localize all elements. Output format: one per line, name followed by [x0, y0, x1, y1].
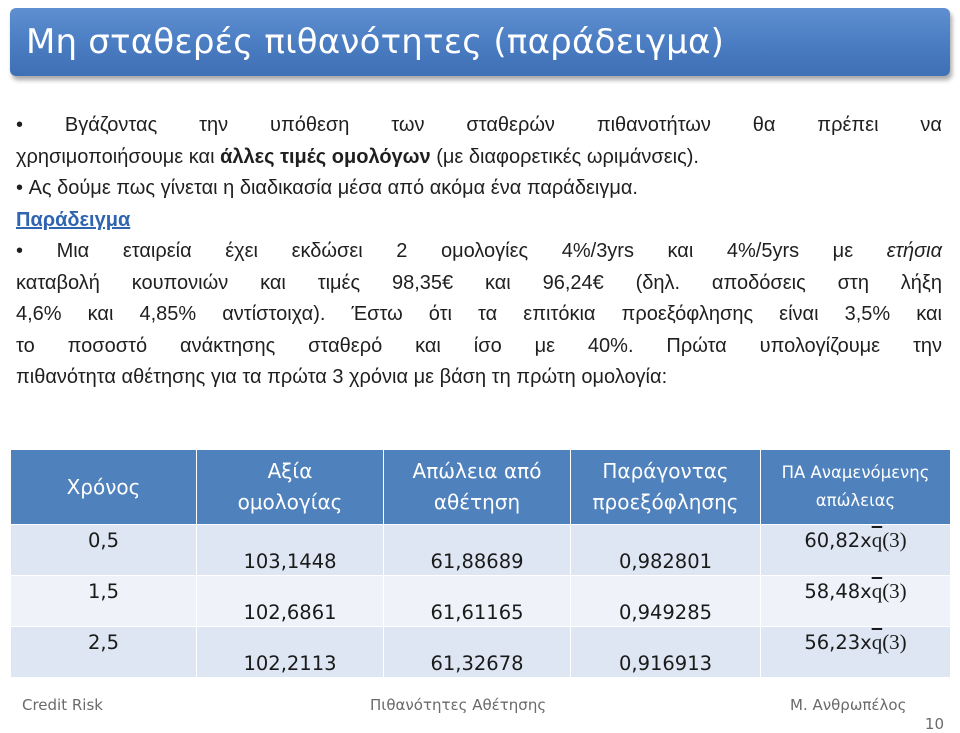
bullet-1-text-c: (με διαφορετικές ωριμάνσεις).	[430, 145, 699, 168]
cell-time: 2,5	[11, 627, 197, 678]
slide-body	[16, 110, 942, 394]
table-row	[11, 576, 951, 627]
bullet-1-text-a: Βγάζοντας την υπόθεση των σταθερών πιθανοτήτων θα πρέπει να	[64, 114, 942, 136]
pv-value: 58,48x	[804, 580, 872, 603]
header-time	[11, 450, 197, 525]
header-discount-factor-l2: προεξόφλησης	[592, 490, 739, 514]
example-heading: Παράδειγμα	[16, 208, 131, 231]
cell-pv-expected-loss	[761, 576, 951, 627]
cell-default-loss: 61,88689	[384, 525, 571, 576]
cell-bond-value: 102,2113	[197, 627, 384, 678]
header-pv-l1: ΠΑ Αναμενόμενης	[781, 463, 930, 482]
header-bond-value	[197, 450, 384, 525]
footer-author: Μ. Ανθρωπέλος	[790, 696, 907, 714]
cell-pv-expected-loss	[761, 627, 951, 678]
cell-discount-factor: 0,982801	[571, 525, 761, 576]
cell-discount-factor: 0,916913	[571, 627, 761, 678]
header-time-label: Χρόνος	[66, 474, 141, 499]
cell-time: 1,5	[11, 576, 197, 627]
page-number: 10	[924, 715, 944, 733]
bullet-2-text: Ας δούμε πως γίνεται η διαδικασία μέσα από ακόμα ένα παράδειγμα.	[28, 177, 638, 199]
pv-value: 60,82x	[804, 529, 872, 552]
cell-discount-factor: 0,949285	[571, 576, 761, 627]
example-text-1a: Μια εταιρεία έχει εκδώσει 2 ομολογίες 4%/3yrs και 4%/5yrs με	[56, 240, 887, 262]
q-bar-symbol: $\overline{q}$	[871, 579, 883, 603]
example-line-1	[16, 236, 942, 268]
example-text-3: 4,6% και 4,85% αντίστοιχα). Έστω ότι τα επιτόκια προεξόφλησης είναι 3,5% και	[16, 303, 942, 325]
example-line-3	[16, 299, 942, 331]
slide-title: Μη σταθερές πιθανότητες (παράδειγμα)	[26, 22, 725, 62]
cell-default-loss: 61,61165	[384, 576, 571, 627]
bullet-2	[16, 173, 942, 205]
example-heading-line	[16, 205, 942, 237]
title-bar	[10, 8, 950, 76]
example-line-5	[16, 362, 942, 394]
cell-pv-expected-loss	[761, 525, 951, 576]
example-italic-word: ετήσια	[886, 240, 942, 262]
bullet-1-text-b: χρησιμοποιήσουμε και	[16, 145, 221, 168]
q-bar-symbol: $\overline{q}$	[871, 528, 883, 552]
q-bar-symbol: $\overline{q}$	[871, 630, 883, 654]
header-bond-value-l2: ομολογίας	[237, 490, 343, 514]
cell-bond-value: 102,6861	[197, 576, 384, 627]
footer-topic: Πιθανότητες Αθέτησης	[370, 696, 547, 714]
q-argument: (3)	[882, 528, 907, 552]
bullet-1-line-1	[16, 110, 942, 142]
q-argument: (3)	[882, 579, 907, 603]
cell-default-loss: 61,32678	[384, 627, 571, 678]
table-row	[11, 627, 951, 678]
example-line-2	[16, 268, 942, 300]
header-discount-factor	[571, 450, 761, 525]
loss-table	[10, 449, 951, 678]
pv-value: 56,23x	[804, 631, 872, 654]
example-line-4	[16, 331, 942, 363]
footer-course: Credit Risk	[22, 696, 103, 714]
table-row	[11, 525, 951, 576]
header-pv-expected-loss	[761, 450, 951, 525]
cell-time: 0,5	[11, 525, 197, 576]
cell-bond-value: 103,1448	[197, 525, 384, 576]
bullet-1-line-2	[16, 142, 942, 174]
example-text-5: πιθανότητα αθέτησης για τα πρώτα 3 χρόνια με βάση τη πρώτη ομολογία:	[16, 366, 668, 388]
header-pv-l2: απώλειας	[815, 491, 896, 510]
header-discount-factor-l1: Παράγοντας	[602, 459, 729, 483]
header-default-loss	[384, 450, 571, 525]
header-default-loss-l1: Απώλεια από	[412, 459, 542, 483]
header-default-loss-l2: αθέτηση	[433, 490, 521, 514]
q-argument: (3)	[882, 630, 907, 654]
bullet-1-emphasis: άλλες τιμές ομολόγων	[220, 145, 431, 168]
table-header-row	[11, 450, 951, 525]
example-text-2: καταβολή κουπονιών και τιμές 98,35€ και 96,24€ (δηλ. αποδόσεις στη λήξη	[16, 271, 942, 294]
example-text-4: το ποσοστό ανάκτησης σταθερό και ίσο με 40%. Πρώτα υπολογίζουμε την	[16, 334, 942, 357]
header-bond-value-l1: Αξία	[267, 459, 313, 483]
